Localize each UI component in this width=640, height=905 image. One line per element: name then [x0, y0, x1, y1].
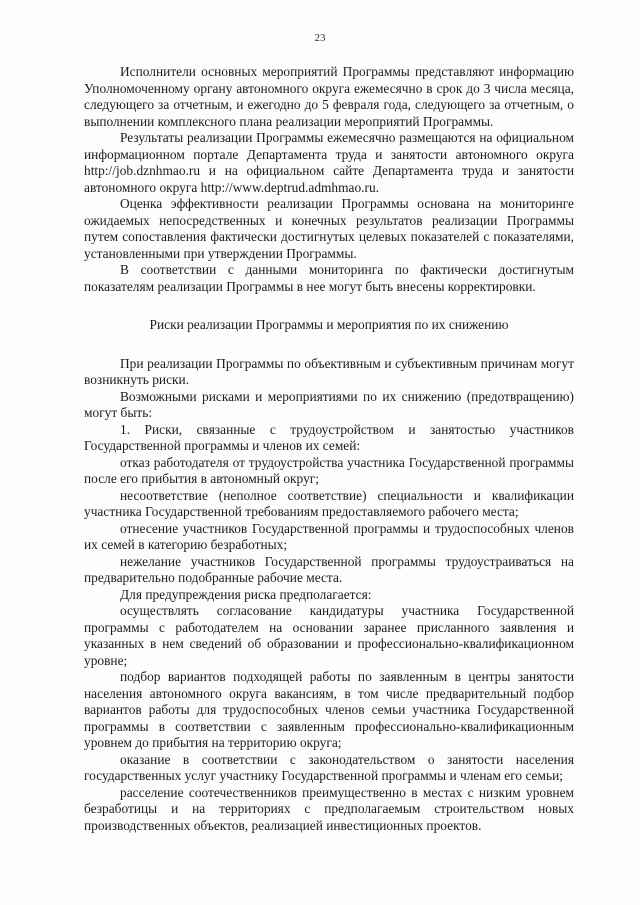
paragraph-candidate-approval: осуществлять согласование кандидатуры участника Государственной программы с работодателем на основании заранее присланного заявления и указанных в нем сведений об образовании и профессионально-квалификационном уровне; [84, 603, 574, 668]
document-body [84, 64, 574, 834]
paragraph-state-services: оказание в соответствии с законодательством о занятости населения государственных услуг участнику Государственной программы и членам его семьи; [84, 751, 574, 783]
paragraph-employer-refusal: отказ работодателя от трудоустройства участника Государственной программы после его прибытия в автономный округ; [84, 454, 574, 486]
paragraph-job-selection: подбор вариантов подходящей работы по заявленным в центры занятости населения автономного округа вакансиям, в том числе предварительный подбор вариантов работы для трудоспособных членов семьи участника Государственной программы в соответствии с заявленным профессионально-квалификационным уровнем до прибытия на территорию округа; [84, 669, 574, 750]
paragraph-resettlement: расселение соотечественников преимущественно в местах с низким уровнем безработицы и на территориях с предполагаемым строительством новых производственных объектов, реализацией инвестиционных проектов. [84, 784, 574, 833]
paragraph-reporting: Исполнители основных мероприятий Программы представляют информацию Уполномоченному органу автономного округа ежемесячно в срок до 3 числа месяца, следующего за отчетным, и ежегодно до 5 февраля года, следующего за отчетным, о выполнении комплексного плана реализации мероприятий Программы. [84, 64, 574, 129]
paragraph-prevention-intro: Для предупреждения риска предполагается: [120, 586, 372, 602]
paragraph-unemployed-category: отнесение участников Государственной программы и трудоспособных членов их семей в категорию безработных; [84, 520, 574, 552]
page-number: 23 [314, 32, 326, 44]
section-heading: Риски реализации Программы и мероприятия по их снижению [149, 317, 509, 332]
paragraph-monitoring-corrections: В соответствии с данными мониторинга по фактически достигнутым показателям реализации Программы в нее могут быть внесены корректировки. [84, 262, 574, 294]
paragraph-efficiency-evaluation: Оценка эффективности реализации Программы основана на мониторинге ожидаемых непосредственных и конечных результатов реализации Программы путем сопоставления фактически достигнутых целевых показателей с показателями, установленными при утверждении Программы. [84, 196, 574, 261]
paragraph-risks-intro: При реализации Программы по объективным и субъективным причинам могут возникнуть риски. [84, 355, 574, 387]
paragraph-risk-1: 1. Риски, связанные с трудоустройством и занятостью участников Государственной программы и членов их семей: [84, 421, 574, 453]
paragraph-reluctance: нежелание участников Государственной программы трудоустраиваться на предварительно подобранные рабочие места. [84, 553, 574, 585]
paragraph-results-publication: Результаты реализации Программы ежемесячно размещаются на официальном информационном портале Департамента труда и занятости автономного округа http://job.dznhmao.ru и на официальном сайте Департамента труда и занятости автономного округа http://www.deptrud.admhmao.ru. [84, 130, 574, 195]
paragraph-qualification-mismatch: несоответствие (неполное соответствие) специальности и квалификации участника Государственной требованиям предоставляемого рабочего места; [84, 487, 574, 519]
paragraph-possible-risks: Возможными рисками и мероприятиями по их снижению (предотвращению) могут быть: [84, 388, 574, 420]
